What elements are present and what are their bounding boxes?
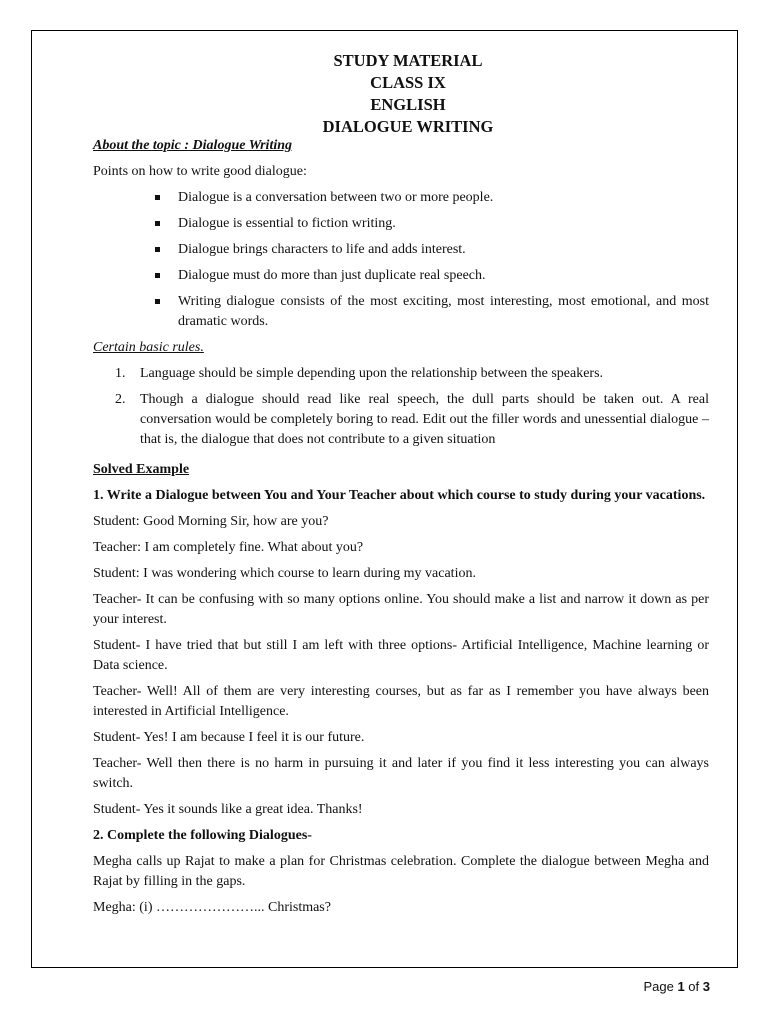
dialogue-line: Student- Yes it sounds like a great idea. Thanks! [93,802,363,817]
dialogue-line: Teacher- Well! All of them are very interesting courses, but as far as I remember you have always been interested in Artificial Intelligence. [93,684,709,719]
title-class: CLASS IX [370,73,446,92]
bullet-icon [155,299,160,304]
list-item: Dialogue brings characters to life and adds interest. [93,240,709,260]
dialogue-line: Teacher- Well then there is no harm in pursuing it and later if you find it less interesting you can always switch. [93,756,709,791]
list-item: Writing dialogue consists of the most exciting, most interesting, most emotional, and most dramatic words. [93,292,709,332]
bullet-icon [155,195,160,200]
page-number: Page 1 of 3 [643,979,710,994]
question-1: 1. Write a Dialogue between You and Your Teacher about which course to study during your vacations. [93,488,706,503]
solved-example-heading: Solved Example [93,462,190,477]
list-item: 2. Though a dialogue should read like real speech, the dull parts should be taken out. A real conversation would be completely boring to read. Edit out the filler words and unessential dialogue – that is, the dialogue that does not contribute to a given situation [115,392,709,447]
list-item: 1. Language should be simple depending upon the relationship between the speakers. [115,366,604,381]
dialogue-line: Student: Good Morning Sir, how are you? [93,514,329,529]
fill-in-line: Megha: (i) …………………... Christmas? [93,900,331,915]
rules-list [93,364,709,450]
dialogue-line: Student- Yes! I am because I feel it is our future. [93,730,365,745]
dialogue-line: Student- I have tried that but still I am left with three options- Artificial Intelligence, Machine learning or Data science. [93,638,709,673]
dialogue-line: Student: I was wondering which course to learn during my vacation. [93,566,476,581]
document-title-block [93,50,709,138]
topic-heading: About the topic : Dialogue Writing [93,138,293,153]
bullet-icon [155,247,160,252]
bullet-icon [155,273,160,278]
title-study-material: STUDY MATERIAL [333,51,483,70]
points-list [93,188,709,332]
list-item: Dialogue is a conversation between two or more people. [93,188,709,208]
rules-heading: Certain basic rules. [93,340,204,355]
intro-text: Points on how to write good dialogue: [93,164,307,179]
question-2: 2. Complete the following Dialogues- [93,828,312,843]
list-item: Dialogue must do more than just duplicate real speech. [93,266,709,286]
question-2-intro: Megha calls up Rajat to make a plan for Christmas celebration. Complete the dialogue between Megha and Rajat by filling in the gaps. [93,854,709,889]
dialogue-line: Teacher- It can be confusing with so many options online. You should make a list and narrow it down as per your interest. [93,592,709,627]
bullet-icon [155,221,160,226]
document-body [93,50,709,918]
title-subject: ENGLISH [370,95,446,114]
list-item: Dialogue is essential to fiction writing. [93,214,709,234]
dialogue-line: Teacher: I am completely fine. What about you? [93,540,364,555]
title-topic: DIALOGUE WRITING [322,117,494,136]
